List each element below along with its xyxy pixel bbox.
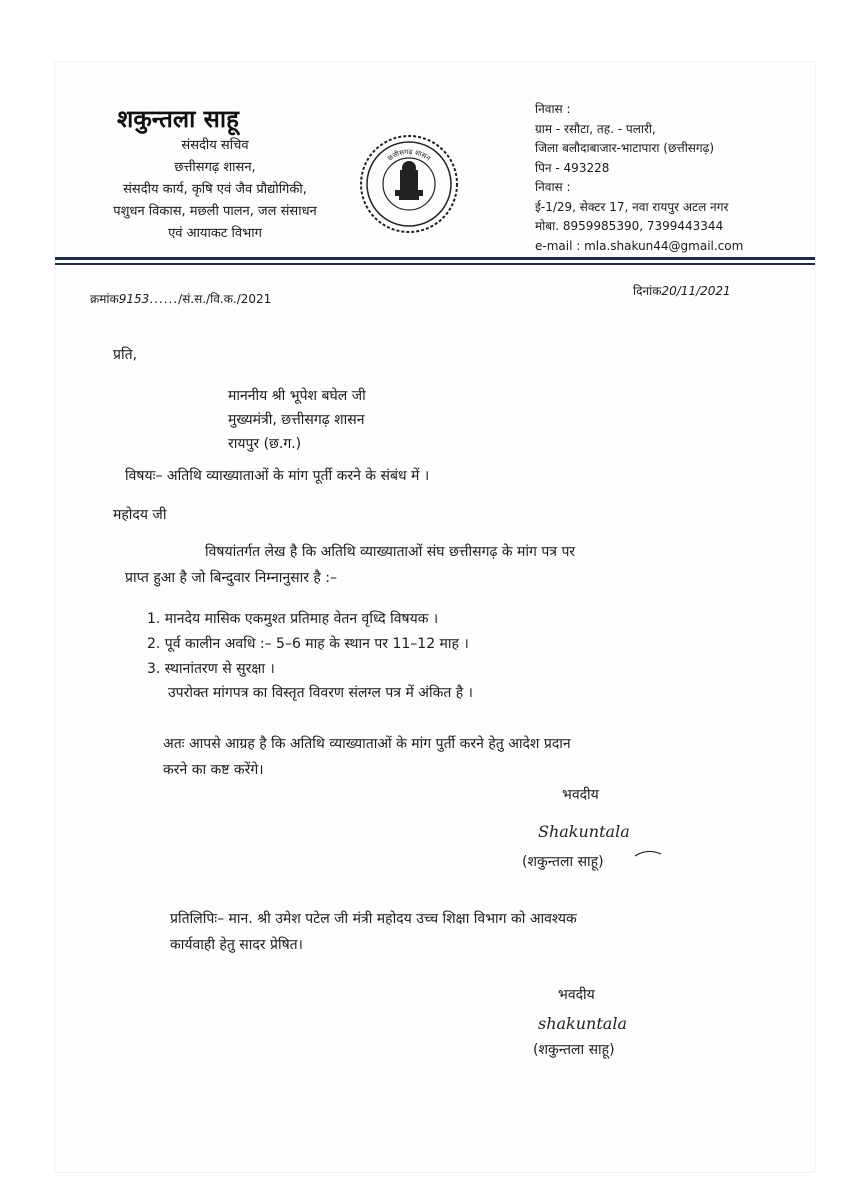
subject-line: विषयः– अतिथि व्याख्याताओं के मांग पूर्ती करने के संबंध में । [125, 468, 430, 484]
request-line: अतः आपसे आग्रह है कि अतिथि व्याख्याताओं के मांग पुर्ती करने हेतु आदेश प्रदान [163, 736, 571, 752]
designation-line: छत्तीसगढ़ शासन, [174, 160, 256, 175]
signature-flourish-icon [633, 848, 663, 860]
reference-number: क्रमांक9153....../सं.स./वि.क./2021 [90, 292, 272, 306]
letterhead-rule [55, 257, 815, 260]
signature: Shakuntala [538, 822, 630, 841]
recipient-line: मुख्यमंत्री, छत्तीसगढ़ शासन [228, 412, 365, 428]
reference-prefix: क्रमांक [90, 292, 119, 306]
attachment-note: उपरोक्त मांगपत्र का विस्तृत विवरण संलग्ल पत्र में अंकित है । [168, 685, 473, 701]
list-item: 3. स्थानांतरण से सुरक्षा । [147, 661, 275, 677]
emblem-text: छत्तीसगढ़ शासन [386, 147, 432, 163]
cc-line: कार्यवाही हेतु सादर प्रेषित। [170, 937, 303, 953]
closing: भवदीय [562, 787, 599, 803]
designation-line: पशुधन विकास, मछली पालन, जल संसाधन [113, 204, 317, 219]
cc-line: प्रतिलिपिः– मान. श्री उमेश पटेल जी मंत्री महोदय उच्च शिक्षा विभाग को आवश्यक [170, 911, 577, 927]
recipient-line: रायपुर (छ.ग.) [228, 436, 302, 452]
designation-line: संसदीय कार्य, कृषि एवं जैव प्रौद्योगिकी, [123, 182, 307, 197]
state-emblem-icon [355, 130, 463, 238]
date-label: दिनांक [633, 284, 662, 298]
list-item: 2. पूर्व कालीन अवधि :– 5–6 माह के स्थान पर 11–12 माह । [147, 636, 469, 652]
sender-designation [55, 135, 375, 245]
letter-page [55, 62, 815, 1172]
address-line: पिन - 493228 [535, 160, 610, 175]
address-line: निवास : [535, 180, 571, 194]
signature-name: (शकुन्तला साहू) [533, 1042, 615, 1058]
request-line: करने का कष्ट करेंगे। [163, 762, 264, 778]
signature-name: (शकुन्तला साहू) [522, 854, 604, 870]
intro-line: विषयांतर्गत लेख है कि अतिथि व्याख्याताओं संघ छत्तीसगढ़ के मांग पत्र पर [205, 544, 576, 560]
address-line: ग्राम - रसौटा, तह. - पलारी, [535, 121, 656, 136]
closing: भवदीय [558, 987, 595, 1003]
svg-text:छत्तीसगढ़ शासन [386, 148, 432, 163]
address-line: जिला बलौदाबाजार-भाटापारा (छत्तीसगढ़) [535, 141, 715, 155]
designation-line: संसदीय सचिव [181, 138, 249, 153]
letter-date [633, 282, 731, 299]
letterhead-rule [55, 263, 815, 265]
recipient-block [228, 384, 366, 456]
list-item: 1. मानदेय मासिक एकमुश्त प्रतिमाह वेतन वृध्दि विषयक । [147, 611, 439, 627]
sender-name: शकुन्तला साहू [117, 105, 239, 133]
phone-line: मोबा. 8959985390, 7399443344 [535, 219, 724, 233]
recipient-line: माननीय श्री भूपेश बघेल जी [228, 388, 366, 404]
sender-address [535, 100, 743, 256]
address-line: ई-1/29, सेक्टर 17, नवा रायपुर अटल नगर [535, 199, 729, 214]
date-value: 20/11/2021 [661, 284, 731, 298]
address-line: निवास : [535, 102, 571, 116]
points-list [147, 607, 469, 682]
to-label: प्रति, [113, 347, 138, 363]
email-line: e-mail : mla.shakun44@gmail.com [535, 238, 744, 253]
signature: shakuntala [538, 1014, 627, 1033]
intro-line: प्राप्त हुआ है जो बिन्दुवार निम्नानुसार है :– [125, 570, 337, 586]
reference-suffix: /सं.स./वि.क./2021 [178, 292, 272, 306]
salutation: महोदय जी [113, 507, 167, 523]
reference-value: 9153 [118, 292, 150, 306]
designation-line: एवं आयाकट विभाग [168, 226, 262, 241]
